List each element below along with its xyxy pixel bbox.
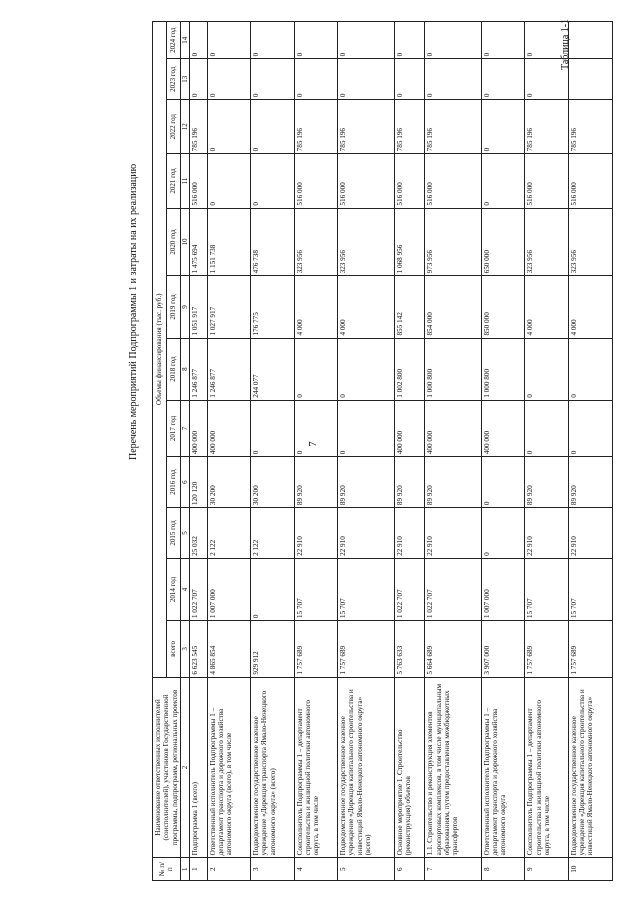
cell-year-value: 516 000 [189, 154, 207, 208]
cell-year-value: 0 [481, 457, 525, 508]
cell-year-value: 1 007 000 [481, 558, 525, 620]
rotated-table-container [152, 18, 607, 881]
table-row [525, 22, 569, 881]
cell-year-value: 244 077 [251, 338, 295, 400]
cell-year-value: 0 [525, 338, 569, 400]
cell-year-value: 0 [294, 338, 338, 400]
row-name: Подведомственное государственное казенное учреждение «Дирекция транспорта Ямало-Ненецкого автономного округа» (всего) [251, 677, 295, 858]
column-index: 11 [180, 154, 189, 208]
cell-year-value: 89 920 [294, 457, 338, 508]
header-year: 2015 год [167, 508, 181, 559]
cell-year-value: 0 [294, 400, 338, 457]
row-name: Подведомственное государственное казенное учреждение «Дирекция капитального строительства и инвестиций Ямало-Ненецкого автономного округа» (всего) [338, 677, 395, 858]
cell-year-value: 1 000 800 [481, 338, 525, 400]
cell-total: 1 757 689 [338, 621, 395, 678]
table-row [251, 22, 295, 881]
row-number: 9 [525, 858, 569, 881]
cell-year-value: 400 000 [481, 400, 525, 457]
cell-year-value: 0 [481, 100, 525, 154]
table-row [207, 22, 251, 881]
header-funding: Объемы финансирования (тыс. руб.) [153, 22, 167, 678]
column-index: 7 [180, 400, 189, 457]
cell-year-value: 0 [207, 154, 251, 208]
cell-year-value: 516 000 [568, 154, 612, 208]
column-index: 3 [180, 621, 189, 678]
column-index: 14 [180, 22, 189, 59]
cell-year-value: 0 [425, 22, 482, 59]
cell-year-value: 516 000 [525, 154, 569, 208]
table-row [394, 22, 425, 881]
cell-year-value: 22 910 [394, 508, 425, 559]
cell-year-value: 15 707 [294, 558, 338, 620]
row-name: Ответственный исполнитель Подпрограммы 1 – департамент транспорта и дорожного хозяйства автономного округа [481, 677, 525, 858]
cell-total: 6 623 545 [189, 621, 207, 678]
cell-year-value: 0 [425, 59, 482, 100]
cell-year-value: 785 196 [525, 100, 569, 154]
cell-year-value: 400 000 [189, 400, 207, 457]
cell-year-value: 1 151 738 [207, 208, 251, 276]
cell-year-value: 516 000 [338, 154, 395, 208]
cell-total: 1 757 689 [294, 621, 338, 678]
row-number: 4 [294, 858, 338, 881]
table-row [189, 22, 207, 881]
cell-year-value: 476 738 [251, 208, 295, 276]
cell-year-value: 22 910 [425, 508, 482, 559]
cell-year-value: 323 956 [294, 208, 338, 276]
cell-year-value: 650 000 [481, 208, 525, 276]
cell-year-value: 0 [338, 22, 395, 59]
cell-year-value: 516 000 [394, 154, 425, 208]
column-index: 5 [180, 508, 189, 559]
cell-year-value: 0 [481, 59, 525, 100]
cell-year-value: 0 [481, 154, 525, 208]
header-year: 2014 год [167, 558, 181, 620]
table-row [481, 22, 525, 881]
cell-total: 4 865 854 [207, 621, 251, 678]
header-year: 2022 год [167, 100, 181, 154]
cell-year-value: 0 [251, 558, 295, 620]
row-number: 5 [338, 858, 395, 881]
cell-year-value: 0 [568, 338, 612, 400]
cell-year-value: 1 022 707 [425, 558, 482, 620]
cell-year-value: 89 920 [394, 457, 425, 508]
column-index: 8 [180, 338, 189, 400]
cell-year-value: 0 [394, 22, 425, 59]
header-year: 2016 год [167, 457, 181, 508]
row-name: Соисполнитель Подпрограммы 1 – департамент строительства и жилищной политики автономного округа, в том числе [294, 677, 338, 858]
row-number: 1 [189, 858, 207, 881]
cell-year-value: 323 956 [568, 208, 612, 276]
measures-table [152, 18, 613, 881]
row-number: 2 [207, 858, 251, 881]
row-name: Подпрограмма 1 (всего) [189, 677, 207, 858]
cell-total: 5 664 689 [425, 621, 482, 678]
cell-year-value: 0 [394, 59, 425, 100]
column-index: 13 [180, 59, 189, 100]
row-number: 6 [394, 858, 425, 881]
cell-year-value: 0 [294, 22, 338, 59]
header-no: № п/п [153, 858, 181, 881]
cell-year-value: 0 [525, 59, 569, 100]
cell-year-value: 4 000 [568, 276, 612, 338]
cell-year-value: 176 775 [251, 276, 295, 338]
header-year: 2024 год [167, 22, 181, 59]
cell-year-value: 1 068 956 [394, 208, 425, 276]
header-year: 2023 год [167, 59, 181, 100]
cell-year-value [568, 22, 612, 59]
table-row [338, 22, 395, 881]
header-year: 2019 год [167, 276, 181, 338]
cell-year-value: 0 [294, 59, 338, 100]
cell-year-value: 0 [207, 22, 251, 59]
cell-year-value: 1 000 800 [425, 338, 482, 400]
cell-year-value: 89 920 [425, 457, 482, 508]
column-index: 12 [180, 100, 189, 154]
cell-year-value: 0 [338, 338, 395, 400]
cell-year-value: 0 [251, 100, 295, 154]
cell-year-value: 0 [481, 508, 525, 559]
cell-year-value: 30 200 [251, 457, 295, 508]
cell-year-value: 1 007 000 [207, 558, 251, 620]
cell-year-value: 0 [251, 59, 295, 100]
cell-year-value: 323 956 [338, 208, 395, 276]
header-year: 2021 год [167, 154, 181, 208]
cell-year-value: 0 [207, 100, 251, 154]
cell-year-value: 0 [525, 400, 569, 457]
row-number: 8 [481, 858, 525, 881]
cell-year-value: 0 [338, 59, 395, 100]
cell-year-value: 785 196 [294, 100, 338, 154]
cell-year-value: 785 196 [338, 100, 395, 154]
cell-year-value: 0 [568, 400, 612, 457]
table-row [425, 22, 482, 881]
row-name: Основное мероприятие 1. Строительство (реконструкция) объектов [394, 677, 425, 858]
header-year: 2018 год [167, 338, 181, 400]
header-year: 2020 год [167, 208, 181, 276]
cell-year-value: 4 000 [525, 276, 569, 338]
cell-year-value: 785 196 [394, 100, 425, 154]
cell-year-value: 1 022 707 [189, 558, 207, 620]
cell-year-value: 785 196 [425, 100, 482, 154]
cell-total: 929 912 [251, 621, 295, 678]
cell-year-value: 120 120 [189, 457, 207, 508]
cell-year-value: 1 051 917 [189, 276, 207, 338]
cell-year-value: 0 [189, 59, 207, 100]
cell-year-value: 1 027 917 [207, 276, 251, 338]
row-number: 7 [425, 858, 482, 881]
cell-year-value: 0 [251, 154, 295, 208]
cell-year-value: 0 [251, 400, 295, 457]
column-index: 4 [180, 558, 189, 620]
cell-year-value: 15 707 [568, 558, 612, 620]
cell-year-value: 15 707 [525, 558, 569, 620]
row-number: 10 [568, 858, 612, 881]
cell-year-value: 400 000 [394, 400, 425, 457]
table-row [568, 22, 612, 881]
cell-year-value: 2 122 [207, 508, 251, 559]
cell-year-value: 0 [189, 22, 207, 59]
cell-year-value: 400 000 [207, 400, 251, 457]
cell-year-value: 1 246 877 [189, 338, 207, 400]
cell-year-value: 850 000 [481, 276, 525, 338]
cell-year-value: 0 [481, 22, 525, 59]
cell-total: 1 757 689 [525, 621, 569, 678]
cell-year-value: 973 956 [425, 208, 482, 276]
cell-year-value: 15 707 [338, 558, 395, 620]
document-title: Перечень мероприятий Подпрограммы 1 и затраты на их реализацию [128, 163, 139, 460]
cell-total: 1 757 689 [568, 621, 612, 678]
cell-year-value [568, 59, 612, 100]
cell-year-value: 854 000 [425, 276, 482, 338]
cell-year-value: 1 002 800 [394, 338, 425, 400]
cell-year-value: 1 022 707 [394, 558, 425, 620]
row-name: Ответственный исполнитель Подпрограммы 1 – департамент транспорта и дорожного хозяйства автономного округа (всего), в том числе [207, 677, 251, 858]
cell-year-value: 25 032 [189, 508, 207, 559]
cell-year-value: 0 [525, 22, 569, 59]
header-total: всего [167, 621, 181, 678]
column-index: 10 [180, 208, 189, 276]
cell-year-value: 400 000 [425, 400, 482, 457]
row-name: Подведомственное государственное казенное учреждение «Дирекция капитального строительства и инвестиций Ямало-Ненецкого автономного округа» [568, 677, 612, 858]
cell-year-value: 323 956 [525, 208, 569, 276]
table-row [294, 22, 338, 881]
cell-year-value: 785 196 [568, 100, 612, 154]
cell-year-value: 0 [338, 400, 395, 457]
table-body [189, 22, 612, 881]
header-year: 2017 год [167, 400, 181, 457]
cell-year-value: 0 [251, 22, 295, 59]
cell-year-value: 89 920 [568, 457, 612, 508]
cell-year-value: 89 920 [338, 457, 395, 508]
cell-year-value: 785 196 [189, 100, 207, 154]
header-name: Наименование ответственных исполнителей (соисполнителей), участников Государственной программы, подпрограмм, региональных проектов [153, 677, 181, 858]
cell-year-value: 2 122 [251, 508, 295, 559]
column-index: 1 [180, 858, 189, 881]
cell-year-value: 22 910 [338, 508, 395, 559]
cell-year-value: 0 [207, 59, 251, 100]
column-index: 9 [180, 276, 189, 338]
cell-year-value: 855 142 [394, 276, 425, 338]
table-label: Таблица 1-1 [560, 18, 571, 70]
cell-year-value: 1 246 877 [207, 338, 251, 400]
cell-year-value: 516 000 [294, 154, 338, 208]
cell-year-value: 22 910 [568, 508, 612, 559]
cell-year-value: 30 200 [207, 457, 251, 508]
cell-year-value: 22 910 [525, 508, 569, 559]
column-index: 2 [180, 677, 189, 858]
row-name: Соисполнитель Подпрограммы 1 – департамент строительства и жилищной политики автономного округа, в том числе [525, 677, 569, 858]
row-number: 3 [251, 858, 295, 881]
cell-year-value: 4 000 [338, 276, 395, 338]
cell-year-value: 89 920 [525, 457, 569, 508]
cell-year-value: 516 000 [425, 154, 482, 208]
page-number: 7 [306, 441, 319, 447]
row-name: 1.1. Строительство и реконструкция элементов аэропортовых комплексов, в том числе муниципальным образованиям, путем предоставления межбюджетных трансфертов [425, 677, 482, 858]
cell-total: 5 763 633 [394, 621, 425, 678]
cell-total: 3 907 000 [481, 621, 525, 678]
cell-year-value: 4 000 [294, 276, 338, 338]
cell-year-value: 1 475 694 [189, 208, 207, 276]
cell-year-value: 22 910 [294, 508, 338, 559]
column-index: 6 [180, 457, 189, 508]
